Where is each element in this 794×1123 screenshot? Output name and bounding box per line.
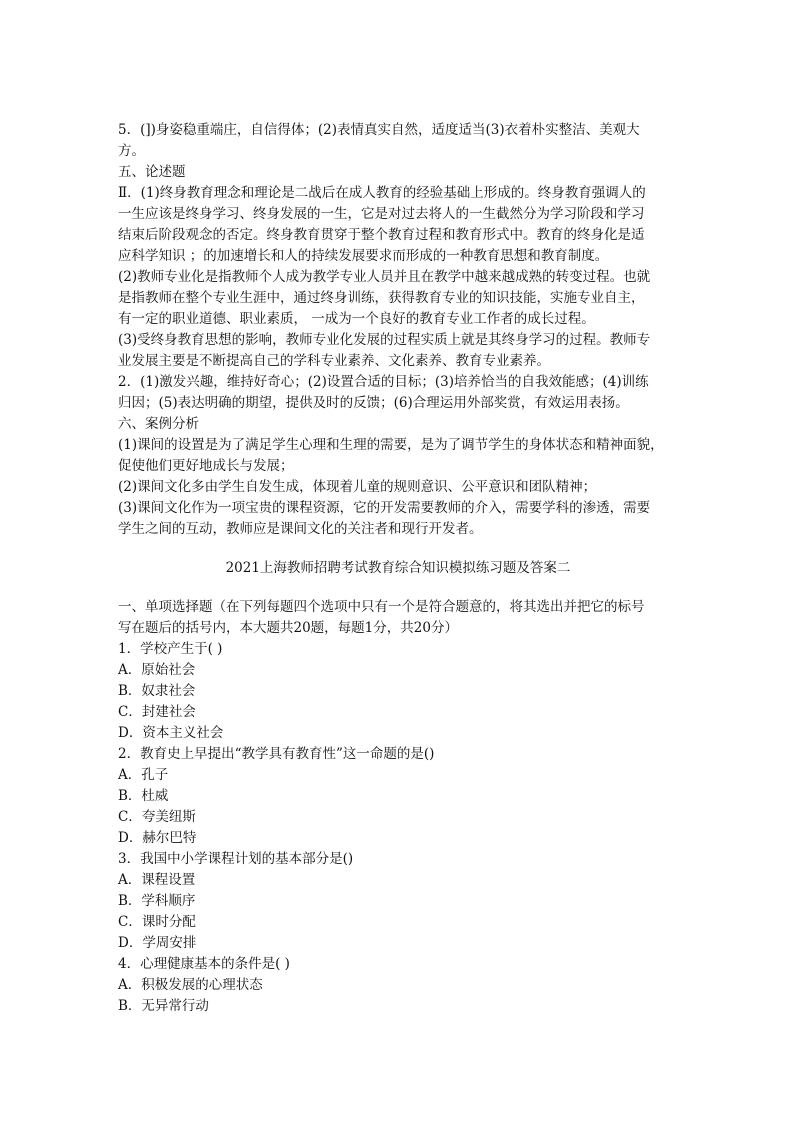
question-stem: 4．心理健康基本的条件是( ) (118, 956, 290, 972)
text-line: 5．(])身姿稳重端庄，自信得体；(2)表情真实自然，适度适当(3)衣着朴实整洁、美观大 (118, 122, 640, 138)
option-b: B．无异常行动 (118, 998, 209, 1014)
option-d: D．资本主义社会 (118, 725, 224, 741)
option-c: C．封建社会 (118, 704, 196, 720)
case-analysis-answer (118, 435, 678, 540)
text-line: 方。 (118, 143, 145, 159)
question-3 (118, 849, 678, 954)
text-line: Ⅱ．(1)终身教育理念和理论是二战后在成人教育的经验基础上形成的。终身教育强调人的 (118, 185, 646, 201)
option-c: C．夸美纽斯 (118, 809, 196, 825)
option-b: B．奴隶社会 (118, 683, 196, 699)
question-1 (118, 639, 678, 744)
document-title: 2021上海教师招聘考试教育综合知识模拟练习题及答案二 (225, 560, 571, 576)
option-a: A．积极发展的心理状态 (118, 977, 263, 993)
option-b: B．学科顺序 (118, 893, 196, 909)
option-a: A．孔子 (118, 767, 169, 783)
option-d: D．学周安排 (118, 935, 197, 951)
question-4 (118, 954, 678, 1017)
question-stem: 1．学校产生于( ) (118, 641, 223, 657)
question-2 (118, 744, 678, 849)
text-line: 一生应该是终身学习、终身发展的一生，它是对过去将人的一生截然分为学习阶段和学习 (118, 206, 645, 222)
text-line: (3)课间文化作为一项宝贵的课程资源，它的开发需要教师的介入，需要学科的渗透，需要 (118, 500, 651, 516)
text-line: (1)课间的设置是为了满足学生心理和生理的需要，是为了调节学生的身体状态和精神面貌， (118, 437, 664, 453)
text-line: 业发展主要是不断提高自己的学科专业素养、文化素养、教育专业素养。 (118, 353, 550, 369)
text-line: (3)受终身教育思想的影响，教师专业化发展的过程实质上就是其终身学习的过程。教师专 (118, 332, 651, 348)
option-d: D．赫尔巴特 (118, 830, 197, 846)
question-stem: 2．教育史上早提出“教学具有教育性”这一命题的是() (118, 746, 435, 762)
text-line: (2)课间文化多由学生自发生成，体现着儿童的规则意识、公平意识和团队精神； (118, 479, 597, 495)
text-line: (2)教师专业化是指教师个人成为教学专业人员并且在教学中越来越成熟的转变过程。也就 (118, 269, 651, 285)
option-c: C．课时分配 (118, 914, 196, 930)
section-instructions (118, 597, 678, 639)
option-b: B．杜威 (118, 788, 169, 804)
text-line: 促使他们更好地成长与发展； (118, 458, 294, 474)
answer-item-5 (118, 120, 678, 162)
text-line: 是指教师在整个专业生涯中，通过终身训练，获得教育专业的知识技能，实施专业自主， (118, 290, 645, 306)
document-content (118, 120, 678, 1017)
text-line: 一、单项选择题（在下列每题四个选项中只有一个是符合题意的，将其选出并把它的标号 (118, 599, 645, 615)
section-heading-essay: 五、论述题 (118, 164, 186, 180)
text-line: 归因；(5)表达明确的期望，提供及时的反馈；(6)合理运用外部奖赏，有效运用表扬。 (118, 395, 629, 411)
essay-answer-1 (118, 183, 678, 372)
text-line: 2．(1)激发兴趣，维持好奇心；(2)设置合适的目标；(3)培养恰当的自我效能感；(4)训练 (118, 374, 649, 390)
text-line: 有一定的职业道德、职业素质， 一成为一个良好的教育专业工作者的成长过程。 (118, 311, 595, 327)
text-line: 应科学知识 ；的加速增长和人的持续发展要求而形成的一种教育思想和教育制度。 (118, 248, 609, 264)
text-line: 结束后阶段观念的否定。终身教育贯穿于整个教育过程和教育形式中。教育的终身化是适 (118, 227, 645, 243)
essay-answer-2 (118, 372, 678, 414)
option-a: A．原始社会 (118, 662, 196, 678)
option-a: A．课程设置 (118, 872, 196, 888)
text-line: 写在题后的括号内，本大题共20题，每题1分，共20分） (118, 620, 458, 636)
text-line: 学生之间的互动，教师应是课间文化的关注者和现行开发者。 (118, 521, 483, 537)
question-stem: 3．我国中小学课程计划的基本部分是() (118, 851, 354, 867)
section-heading-case-analysis: 六、案例分析 (118, 416, 199, 432)
